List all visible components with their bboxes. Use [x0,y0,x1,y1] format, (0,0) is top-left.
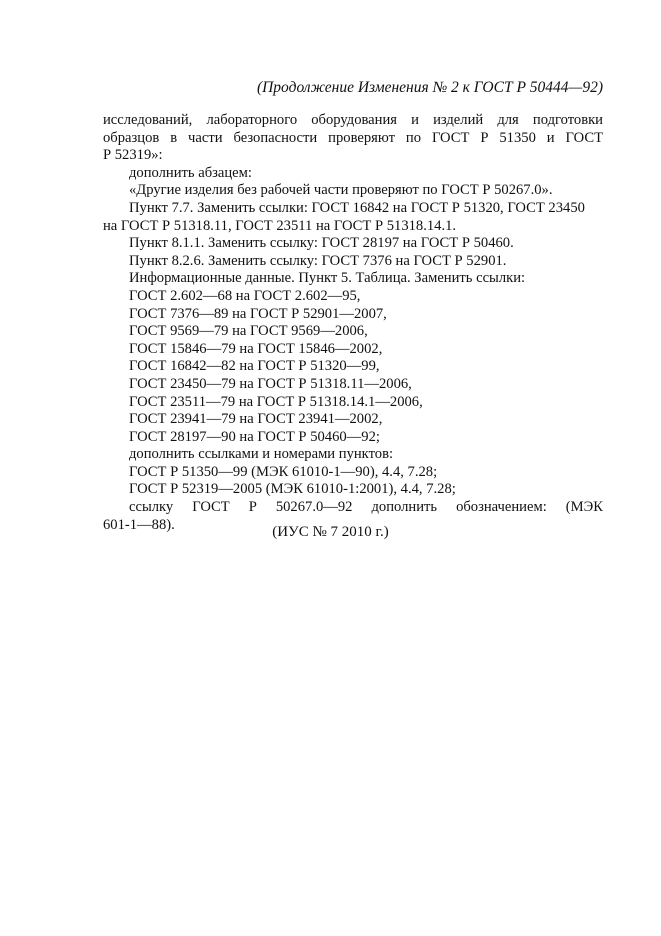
text-line: дополнить ссылками и номерами пунктов: [129,446,394,463]
text-line: дополнить абзацем: [129,164,252,181]
text-line: «Другие изделия без рабочей части проверяют по ГОСТ Р 50267.0». [129,182,553,199]
text-line: Пункт 8.1.1. Заменить ссылку: ГОСТ 28197 на ГОСТ Р 50460. [129,235,514,252]
text-line: ГОСТ Р 51350—99 (МЭК 61010-1—90), 4.4, 7.28; [129,463,438,480]
text-line: ГОСТ 2.602—68 на ГОСТ 2.602—95, [129,287,361,304]
text-line: на ГОСТ Р 51318.11, ГОСТ 23511 на ГОСТ Р 51318.14.1. [103,217,457,234]
text-line: Пункт 8.2.6. Заменить ссылку: ГОСТ 7376 на ГОСТ Р 52901. [129,252,507,269]
continuation-header: (Продолжение Изменения № 2 к ГОСТ Р 50444—92) [256,79,603,96]
text-line: ссылку ГОСТ Р 50267.0—92 дополнить обозначением: (МЭК [129,499,603,516]
text-line: Р 52319»: [103,147,163,164]
text-line: ГОСТ 23941—79 на ГОСТ 23941—2002, [129,411,383,428]
source-note: (ИУС № 7 2010 г.) [272,524,389,540]
text-line: 601-1—88). [103,516,175,533]
text-line: образцов в части безопасности проверяют по ГОСТ Р 51350 и ГОСТ [103,129,603,146]
text-line: ГОСТ Р 52319—2005 (МЭК 61010-1:2001), 4.4, 7.28; [129,481,456,498]
text-line: Пункт 7.7. Заменить ссылки: ГОСТ 16842 на ГОСТ Р 51320, ГОСТ 23450 [129,199,585,216]
text-line: ГОСТ 16842—82 на ГОСТ Р 51320—99, [129,358,380,375]
text-line: ГОСТ 9569—79 на ГОСТ 9569—2006, [129,323,368,340]
text-line: ГОСТ 23450—79 на ГОСТ Р 51318.11—2006, [129,375,412,392]
text-line: ГОСТ 15846—79 на ГОСТ 15846—2002, [129,340,383,357]
text-line: ГОСТ 28197—90 на ГОСТ Р 50460—92; [129,428,380,445]
text-line: ГОСТ 23511—79 на ГОСТ Р 51318.14.1—2006, [129,393,423,410]
document-body [103,112,603,534]
text-line: ГОСТ 7376—89 на ГОСТ Р 52901—2007, [129,305,387,322]
text-line: исследований, лабораторного оборудования и изделий для подготовки [103,112,603,128]
text-line: Информационные данные. Пункт 5. Таблица. Заменить ссылки: [129,270,526,287]
